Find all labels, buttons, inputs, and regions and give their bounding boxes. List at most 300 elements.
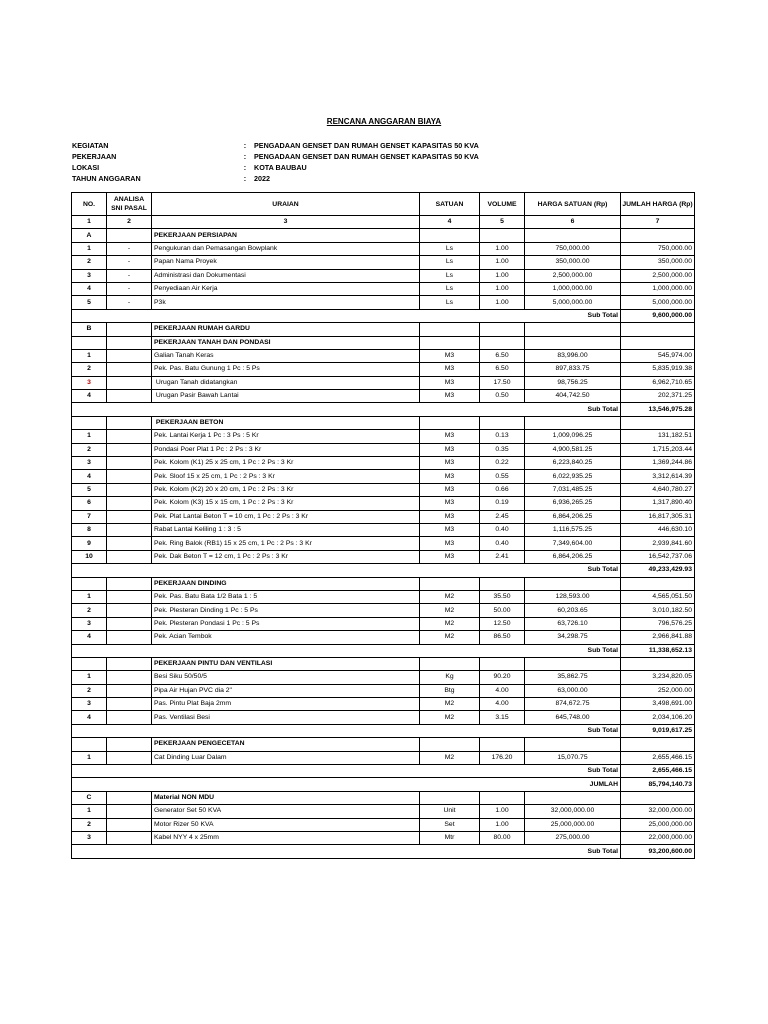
cell-no: C: [72, 791, 107, 804]
cell-no: [72, 657, 107, 670]
table-row: [72, 550, 695, 563]
cell-satuan: M2: [420, 590, 480, 603]
cell-uraian: Besi Siku 50/50/5: [152, 671, 420, 684]
cell-satuan: M2: [420, 698, 480, 711]
cell-volume: 0.50: [480, 390, 525, 403]
cell-uraian: Kabel NYY 4 x 25mm: [152, 831, 420, 844]
cell-sni: [107, 376, 152, 389]
cell-volume: 3.15: [480, 711, 525, 724]
subtotal-value: 49,233,429.93: [621, 564, 695, 577]
cell-uraian: Material NON MDU: [152, 791, 420, 804]
table-row: [72, 631, 695, 644]
cell-jumlah: 3,312,614.39: [621, 470, 695, 483]
cell-jumlah: 16,542,737.06: [621, 550, 695, 563]
cell-harga: 83,996.00: [525, 349, 621, 362]
table-row: [72, 604, 695, 617]
cell-volume: [480, 577, 525, 590]
info-sep: :: [243, 163, 247, 172]
cell-no: 6: [72, 497, 107, 510]
cell-volume: 35.50: [480, 590, 525, 603]
cell-harga: 25,000,000.00: [525, 818, 621, 831]
cell-no: 2: [72, 256, 107, 269]
cell-satuan: M2: [420, 711, 480, 724]
subtotal-row: [72, 564, 695, 577]
cell-harga: 897,833.75: [525, 363, 621, 376]
info-key: TAHUN ANGGARAN: [72, 174, 141, 183]
cell-volume: [480, 336, 525, 349]
cell-satuan: Mtr: [420, 831, 480, 844]
cell-harga: [525, 336, 621, 349]
cell-uraian: Pas. Pintu Plat Baja 2mm: [152, 698, 420, 711]
cell-no: 3: [72, 376, 107, 389]
cell-jumlah: 796,576.25: [621, 617, 695, 630]
cell-volume: 0.40: [480, 537, 525, 550]
info-key: PEKERJAAN: [72, 152, 117, 161]
cell-volume: 0.40: [480, 523, 525, 536]
table-row: [72, 416, 695, 429]
cell-sni: [107, 818, 152, 831]
cell-jumlah: [621, 416, 695, 429]
cell-harga: 63,000.00: [525, 684, 621, 697]
cell-satuan: M2: [420, 631, 480, 644]
cell-volume: [480, 416, 525, 429]
table-row: [72, 242, 695, 255]
cell-volume: 6.50: [480, 363, 525, 376]
table-row: [72, 376, 695, 389]
cell-sni: -: [107, 282, 152, 295]
cell-sni: [107, 711, 152, 724]
cell-sni: [107, 831, 152, 844]
cell-no: [72, 577, 107, 590]
cell-jumlah: 3,010,182.50: [621, 604, 695, 617]
cell-uraian: Cat Dinding Luar Dalam: [152, 751, 420, 764]
info-row: [72, 162, 479, 173]
cell-sni: [107, 684, 152, 697]
cell-no: 7: [72, 510, 107, 523]
cell-volume: 1.00: [480, 282, 525, 295]
cell-uraian: Pek. Lantai Kerja 1 Pc : 3 Ps : 5 Kr: [152, 430, 420, 443]
info-sep: :: [243, 174, 247, 183]
info-sep: :: [243, 141, 247, 150]
cell-harga: 1,009,096.25: [525, 430, 621, 443]
cell-sni: [107, 590, 152, 603]
cell-sni: [107, 604, 152, 617]
cell-no: 3: [72, 831, 107, 844]
cell-volume: [480, 791, 525, 804]
cell-sni: [107, 430, 152, 443]
subtotal-blank: [72, 778, 525, 791]
cell-satuan: M3: [420, 376, 480, 389]
table-row: [72, 831, 695, 844]
cell-harga: 7,349,604.00: [525, 537, 621, 550]
cell-sni: [107, 470, 152, 483]
cell-satuan: Btg: [420, 684, 480, 697]
info-value: 2022: [254, 174, 270, 183]
cell-volume: 2.45: [480, 510, 525, 523]
document-title: RENCANA ANGGARAN BIAYA: [326, 117, 442, 126]
subtotal-label: JUMLAH: [525, 778, 621, 791]
cell-satuan: M3: [420, 550, 480, 563]
cell-jumlah: 1,715,203.44: [621, 443, 695, 456]
subtotal-label: Sub Total: [525, 644, 621, 657]
cell-harga: 6,864,206.25: [525, 550, 621, 563]
subtotal-label: Sub Total: [525, 403, 621, 416]
cell-uraian: Pek. Plat Lantai Beton T = 10 cm, 1 Pc : 2 Ps : 3 Kr: [152, 510, 420, 523]
cell-uraian: Galian Tanah Keras: [152, 349, 420, 362]
header-number: 5: [480, 216, 525, 229]
cell-uraian: Pek. Kolom (K3) 15 x 15 cm, 1 Pc : 2 Ps : 3 Kr: [152, 497, 420, 510]
cell-uraian: Pek. Sloof 15 x 25 cm, 1 Pc : 2 Ps : 3 Kr: [152, 470, 420, 483]
cell-volume: 90.20: [480, 671, 525, 684]
table-row: [72, 497, 695, 510]
cell-no: 2: [72, 363, 107, 376]
header-volume: VOLUME: [480, 193, 525, 216]
cell-sni: -: [107, 296, 152, 309]
cell-volume: 1.00: [480, 269, 525, 282]
info-row: [72, 140, 479, 151]
subtotal-label: Sub Total: [525, 765, 621, 778]
cell-volume: 2.41: [480, 550, 525, 563]
cell-satuan: [420, 738, 480, 751]
cell-no: 4: [72, 390, 107, 403]
subtotal-value: 9,019,617.25: [621, 724, 695, 737]
cell-volume: [480, 229, 525, 242]
cell-sni: [107, 550, 152, 563]
subtotal-label: Sub Total: [525, 724, 621, 737]
cell-sni: [107, 791, 152, 804]
subtotal-row: [72, 724, 695, 737]
cell-uraian: P3k: [152, 296, 420, 309]
cell-no: 10: [72, 550, 107, 563]
cell-harga: 35,862.75: [525, 671, 621, 684]
cell-harga: 4,900,581.25: [525, 443, 621, 456]
cell-jumlah: [621, 657, 695, 670]
table-row: [72, 818, 695, 831]
table-row: [72, 805, 695, 818]
cell-volume: 80.00: [480, 831, 525, 844]
cell-harga: 874,672.75: [525, 698, 621, 711]
cell-harga: 6,223,840.25: [525, 457, 621, 470]
cell-satuan: Ls: [420, 269, 480, 282]
subtotal-value: 85,794,140.73: [621, 778, 695, 791]
cell-satuan: Kg: [420, 671, 480, 684]
cell-jumlah: [621, 336, 695, 349]
header-number: 3: [152, 216, 420, 229]
table-header-row: [72, 193, 695, 216]
cell-no: 4: [72, 631, 107, 644]
subtotal-value: 11,338,652.13: [621, 644, 695, 657]
cell-no: 3: [72, 457, 107, 470]
cell-jumlah: 1,369,244.86: [621, 457, 695, 470]
info-value: KOTA BAUBAU: [254, 163, 307, 172]
table-row: [72, 229, 695, 242]
subtotal-blank: [72, 845, 525, 858]
table-row: [72, 363, 695, 376]
cell-no: 2: [72, 443, 107, 456]
header-number: 1: [72, 216, 107, 229]
cell-uraian: PEKERJAAN DINDING: [152, 577, 420, 590]
cell-no: B: [72, 323, 107, 336]
cell-jumlah: 1,317,890.40: [621, 497, 695, 510]
cell-sni: [107, 416, 152, 429]
cell-uraian: Pas. Ventilasi Besi: [152, 711, 420, 724]
cell-harga: 32,000,000.00: [525, 805, 621, 818]
cell-uraian: Pek. Plesteran Pondasi 1 Pc : 5 Ps: [152, 617, 420, 630]
table-row: [72, 523, 695, 536]
cell-uraian: Motor Rizer 50 KVA: [152, 818, 420, 831]
cell-sni: [107, 577, 152, 590]
subtotal-blank: [72, 309, 525, 322]
cell-jumlah: [621, 791, 695, 804]
cell-no: 2: [72, 818, 107, 831]
cell-uraian: PEKERJAAN BETON: [152, 416, 420, 429]
cell-harga: 98,756.25: [525, 376, 621, 389]
cell-satuan: M3: [420, 510, 480, 523]
cell-uraian: PEKERJAAN TANAH DAN PONDASI: [152, 336, 420, 349]
cell-jumlah: 16,817,305.31: [621, 510, 695, 523]
info-row: [72, 151, 479, 162]
cell-sni: [107, 510, 152, 523]
cell-satuan: M3: [420, 537, 480, 550]
subtotal-blank: [72, 765, 525, 778]
subtotal-row: [72, 765, 695, 778]
table-row: [72, 510, 695, 523]
subtotal-label: Sub Total: [525, 309, 621, 322]
cell-no: 1: [72, 751, 107, 764]
cell-satuan: M2: [420, 617, 480, 630]
cell-volume: 6.50: [480, 349, 525, 362]
cell-no: 3: [72, 617, 107, 630]
cell-satuan: Unit: [420, 805, 480, 818]
cell-jumlah: 446,630.10: [621, 523, 695, 536]
table-row: [72, 671, 695, 684]
subtotal-row: [72, 845, 695, 858]
info-sep: :: [243, 152, 247, 161]
subtotal-blank: [72, 644, 525, 657]
cell-harga: 60,203.65: [525, 604, 621, 617]
cell-sni: -: [107, 242, 152, 255]
cell-sni: -: [107, 256, 152, 269]
subtotal-row: [72, 309, 695, 322]
cell-satuan: M3: [420, 443, 480, 456]
cell-harga: 750,000.00: [525, 242, 621, 255]
cell-uraian: PEKERJAAN PINTU DAN VENTILASI: [152, 657, 420, 670]
cell-no: 1: [72, 430, 107, 443]
cell-jumlah: 6,962,710.65: [621, 376, 695, 389]
header-uraian: URAIAN: [152, 193, 420, 216]
cell-harga: 1,116,575.25: [525, 523, 621, 536]
cell-no: [72, 336, 107, 349]
subtotal-label: Sub Total: [525, 564, 621, 577]
cell-satuan: [420, 577, 480, 590]
cell-jumlah: 4,565,051.50: [621, 590, 695, 603]
cell-no: 9: [72, 537, 107, 550]
cell-satuan: M3: [420, 497, 480, 510]
cell-uraian: Pek. Pas. Batu Bata 1/2 Bata 1 : 5: [152, 590, 420, 603]
header-number: 2: [107, 216, 152, 229]
cell-uraian: PEKERJAAN RUMAH GARDU: [152, 323, 420, 336]
cell-volume: 12.50: [480, 617, 525, 630]
cell-sni: [107, 537, 152, 550]
cell-satuan: M3: [420, 523, 480, 536]
header-harga: HARGA SATUAN (Rp): [525, 193, 621, 216]
cell-volume: [480, 657, 525, 670]
cell-no: 8: [72, 523, 107, 536]
cell-harga: 6,022,935.25: [525, 470, 621, 483]
table-row: [72, 323, 695, 336]
cell-harga: 275,000.00: [525, 831, 621, 844]
cell-satuan: Ls: [420, 296, 480, 309]
cell-uraian: Pek. Plesteran Dinding 1 Pc : 5 Ps: [152, 604, 420, 617]
cell-no: 4: [72, 470, 107, 483]
cell-harga: 1,000,000.00: [525, 282, 621, 295]
cell-satuan: M3: [420, 483, 480, 496]
table-row: [72, 791, 695, 804]
cell-harga: 350,000.00: [525, 256, 621, 269]
cell-volume: 4.00: [480, 698, 525, 711]
cell-no: 1: [72, 805, 107, 818]
cell-uraian: Urugan Pasir Bawah Lantai: [152, 390, 420, 403]
cell-jumlah: 131,182.51: [621, 430, 695, 443]
cell-volume: 0.66: [480, 483, 525, 496]
header-jumlah: JUMLAH HARGA (Rp): [621, 193, 695, 216]
cell-satuan: [420, 657, 480, 670]
cell-sni: [107, 671, 152, 684]
table-row: [72, 443, 695, 456]
cell-harga: 5,000,000.00: [525, 296, 621, 309]
cell-no: [72, 738, 107, 751]
cell-uraian: Pek. Ring Balok (RB1) 15 x 25 cm, 1 Pc : 2 Ps : 3 Kr: [152, 537, 420, 550]
cell-jumlah: 545,974.00: [621, 349, 695, 362]
cell-volume: 0.35: [480, 443, 525, 456]
cell-harga: 2,500,000.00: [525, 269, 621, 282]
subtotal-blank: [72, 403, 525, 416]
table-row: [72, 256, 695, 269]
cell-volume: 0.22: [480, 457, 525, 470]
cell-harga: [525, 791, 621, 804]
cell-satuan: Ls: [420, 242, 480, 255]
cell-jumlah: 2,966,841.88: [621, 631, 695, 644]
cell-jumlah: [621, 229, 695, 242]
cell-sni: [107, 336, 152, 349]
table-row: [72, 269, 695, 282]
table-row: [72, 590, 695, 603]
cell-uraian: PEKERJAAN PERSIAPAN: [152, 229, 420, 242]
cell-satuan: [420, 336, 480, 349]
cell-jumlah: 5,000,000.00: [621, 296, 695, 309]
table-row: [72, 684, 695, 697]
subtotal-row: [72, 403, 695, 416]
cell-sni: [107, 698, 152, 711]
cell-uraian: Urugan Tanah didatangkan: [152, 376, 420, 389]
cell-jumlah: 3,234,820.05: [621, 671, 695, 684]
table-row: [72, 537, 695, 550]
cell-jumlah: 2,034,106.20: [621, 711, 695, 724]
info-value: PENGADAAN GENSET DAN RUMAH GENSET KAPASITAS 50 KVA: [254, 141, 479, 150]
cell-jumlah: 2,939,841.60: [621, 537, 695, 550]
cell-no: [72, 416, 107, 429]
cell-satuan: M2: [420, 751, 480, 764]
cell-no: 1: [72, 349, 107, 362]
cell-satuan: [420, 791, 480, 804]
cell-uraian: Pek. Kolom (K2) 20 x 20 cm, 1 Pc : 2 Ps : 3 Kr: [152, 483, 420, 496]
cell-uraian: Pipa Air Hujan PVC dia 2": [152, 684, 420, 697]
cell-sni: [107, 738, 152, 751]
cell-sni: [107, 363, 152, 376]
cell-no: A: [72, 229, 107, 242]
cell-satuan: M2: [420, 604, 480, 617]
cell-satuan: Ls: [420, 256, 480, 269]
cell-sni: [107, 390, 152, 403]
cell-harga: [525, 229, 621, 242]
cell-uraian: Administrasi dan Dokumentasi: [152, 269, 420, 282]
cell-uraian: Pondasi Poer Plat 1 Pc : 2 Ps : 3 Kr: [152, 443, 420, 456]
subtotal-value: 9,600,000.00: [621, 309, 695, 322]
cell-volume: 1.00: [480, 256, 525, 269]
cell-volume: 50.00: [480, 604, 525, 617]
subtotal-blank: [72, 724, 525, 737]
cell-sni: [107, 617, 152, 630]
cell-uraian: Rabat Lantai Keliling 1 : 3 : 5: [152, 523, 420, 536]
cell-sni: [107, 497, 152, 510]
cell-uraian: Pek. Acian Tembok: [152, 631, 420, 644]
cell-satuan: M3: [420, 457, 480, 470]
cell-uraian: Pek. Kolom (K1) 25 x 25 cm, 1 Pc : 2 Ps : 3 Kr: [152, 457, 420, 470]
cell-volume: 86.50: [480, 631, 525, 644]
cell-uraian: Pek. Dak Beton T = 12 cm, 1 Pc : 2 Ps : 3 Kr: [152, 550, 420, 563]
cell-harga: [525, 323, 621, 336]
cell-jumlah: 1,000,000.00: [621, 282, 695, 295]
header-number: 4: [420, 216, 480, 229]
cell-jumlah: 22,000,000.00: [621, 831, 695, 844]
cell-volume: [480, 323, 525, 336]
table-row: [72, 296, 695, 309]
cell-harga: 645,748.00: [525, 711, 621, 724]
cell-volume: 0.13: [480, 430, 525, 443]
cell-satuan: M3: [420, 349, 480, 362]
header-number: 6: [525, 216, 621, 229]
cell-sni: [107, 657, 152, 670]
cell-harga: 7,031,485.25: [525, 483, 621, 496]
cell-harga: 6,936,265.25: [525, 497, 621, 510]
cell-jumlah: 252,000.00: [621, 684, 695, 697]
budget-table: [71, 192, 695, 859]
table-row: [72, 711, 695, 724]
cell-sni: [107, 457, 152, 470]
table-row: [72, 457, 695, 470]
project-info: [72, 140, 479, 184]
cell-uraian: Pek. Pas. Batu Gunung 1 Pc : 5 Ps: [152, 363, 420, 376]
cell-no: 3: [72, 698, 107, 711]
cell-sni: [107, 349, 152, 362]
cell-satuan: M3: [420, 430, 480, 443]
subtotal-blank: [72, 564, 525, 577]
subtotal-row: [72, 644, 695, 657]
cell-harga: [525, 738, 621, 751]
cell-harga: 128,593.00: [525, 590, 621, 603]
table-row: [72, 751, 695, 764]
cell-harga: 63,726.10: [525, 617, 621, 630]
table-row: [72, 483, 695, 496]
cell-jumlah: 2,655,466.15: [621, 751, 695, 764]
cell-satuan: [420, 416, 480, 429]
info-value: PENGADAAN GENSET DAN RUMAH GENSET KAPASITAS 50 KVA: [254, 152, 479, 161]
header-no: NO.: [72, 193, 107, 216]
cell-sni: [107, 751, 152, 764]
cell-volume: 1.00: [480, 805, 525, 818]
cell-satuan: [420, 229, 480, 242]
table-row: [72, 282, 695, 295]
